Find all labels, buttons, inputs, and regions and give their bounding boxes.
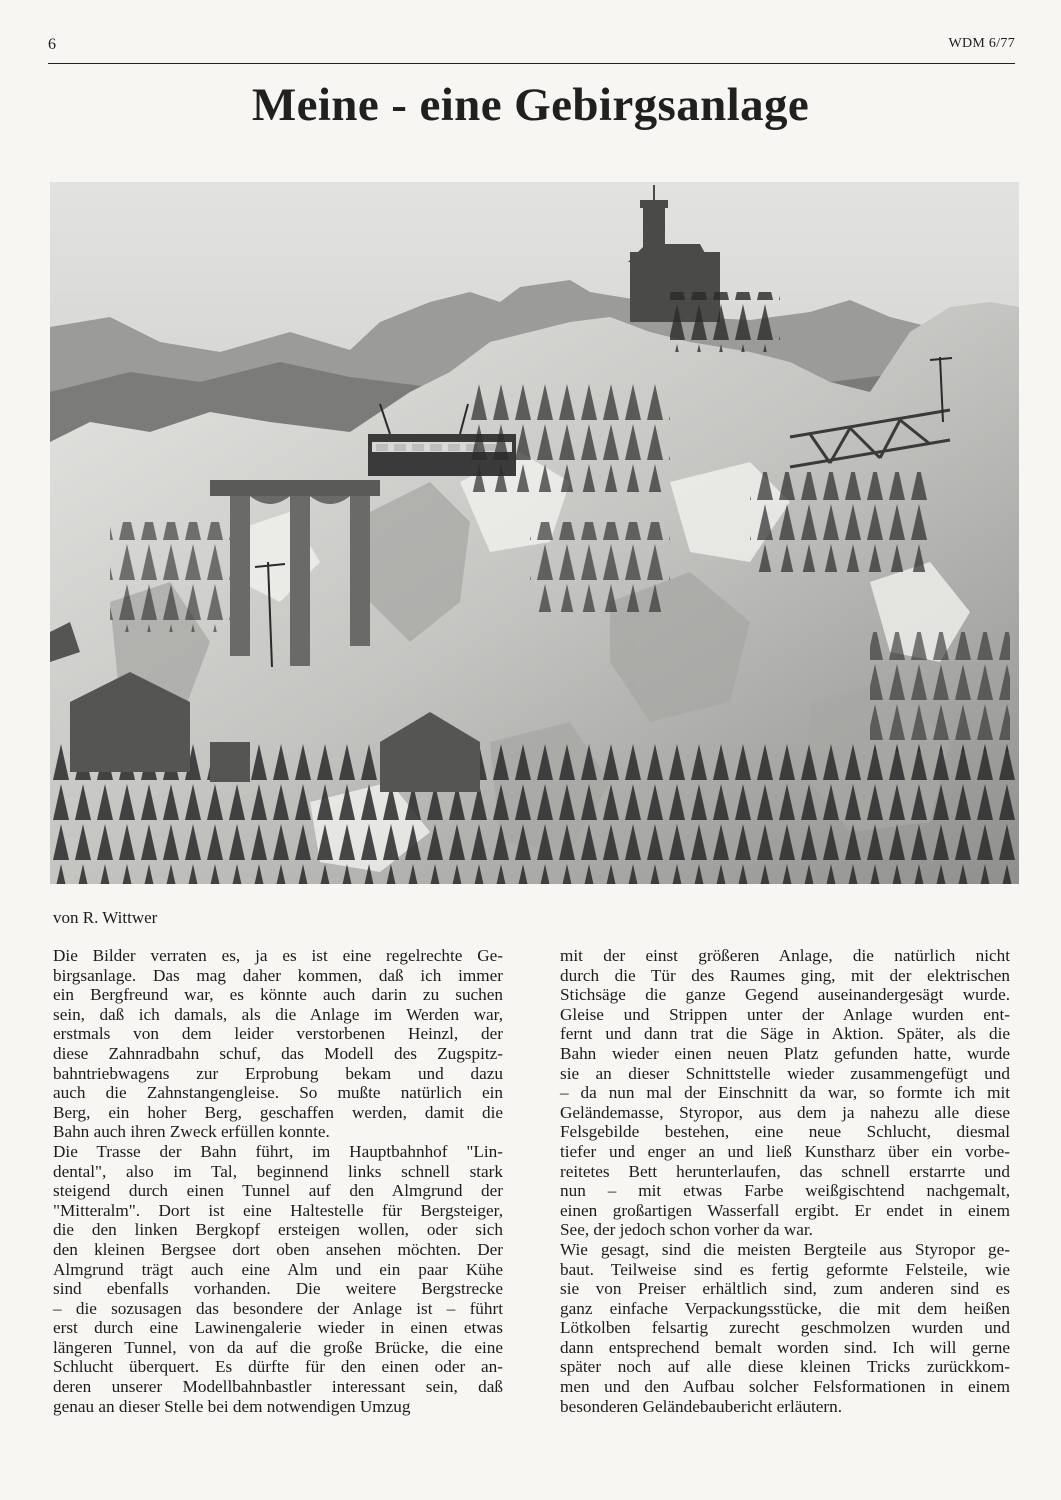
text-line: einen großartigen Wasserfall ergibt. Er endet in einem (560, 1200, 1010, 1220)
text-line: Geländemasse, Styropor, aus dem ja nahezu alle diese (560, 1102, 1010, 1122)
text-line: den kleinen Bergsee dort oben ansehen möchten. Der (53, 1239, 503, 1259)
text-line: diese Zahnradbahn schuf, das Modell des Zugspitz- (53, 1043, 503, 1063)
text-line: deren unserer Modellbahnbastler interessant sein, daß (53, 1377, 503, 1397)
text-line: Felsgebilde bestehen, eine neue Schlucht, diesmal (560, 1122, 1010, 1142)
article-title: Meine - eine Gebirgsanlage (251, 79, 810, 131)
text-line: ein Bergfreund war, es könnte auch darin zu suchen (53, 985, 503, 1005)
text-line: Die Bilder verraten es, ja es ist eine regelrechte Ge- (53, 946, 503, 965)
text-line: steigend durch einen Tunnel auf den Almgrund der (53, 1181, 503, 1201)
text-line: – die sozusagen das besondere der Anlage ist – führt (53, 1298, 503, 1318)
text-line: sie an dieser Schnittstelle wieder zusammengefügt und (560, 1063, 1010, 1083)
text-line: baut. Teilweise sind es fertig geformte Felsteile, wie (560, 1259, 1010, 1279)
text-line: tiefer und enger an und ließ Kunstharz über ein vorbe- (560, 1141, 1010, 1161)
text-line: dann entsprechend bemalt worden sind. Ich will gerne (560, 1337, 1010, 1357)
text-line: fernt und dann trat die Säge in Aktion. Später, als die (560, 1024, 1010, 1044)
text-line: men und den Aufbau solcher Felsformationen in einem (560, 1377, 1010, 1397)
text-line: reitetes Bett herunterlaufen, das schnell erstarrte und (560, 1161, 1010, 1181)
text-column-left (53, 946, 503, 1416)
mountain-layout-illustration (50, 182, 1019, 884)
text-line: genau an dieser Stelle bei dem notwendigen Umzug (53, 1396, 411, 1416)
text-line: See, der jedoch schon vorher da war. (560, 1220, 813, 1240)
text-line: später noch auf alle diese kleinen Tricks zurückkom- (560, 1357, 1010, 1377)
byline: von R. Wittwer (53, 908, 158, 927)
text-line: Almgrund trägt auch eine Alm und ein paar Kühe (53, 1259, 503, 1279)
text-line: Bahn auch ihren Zweck erfüllen konnte. (53, 1122, 330, 1142)
text-line: Gleise und Strippen unter der Anlage wurden ent- (560, 1004, 1010, 1024)
text-line: längeren Tunnel, von da auf die große Brücke, die eine (53, 1337, 503, 1357)
model-railway-photo (50, 182, 1019, 884)
page-number: 6 (48, 36, 56, 53)
text-column-right (560, 946, 1010, 1416)
text-line: sind ebenfalls vorhanden. Die weitere Bergstrecke (53, 1279, 503, 1299)
text-line: Stichsäge die ganze Gegend auseinandergesägt wurde. (560, 985, 1010, 1005)
text-line: mit der einst größeren Anlage, die natürlich nicht (560, 946, 1010, 965)
text-line: Lötkolben felsartig zurecht geschmolzen wurden und (560, 1318, 1010, 1338)
issue-label: WDM 6/77 (948, 36, 1015, 51)
text-line: besonderen Geländebaubericht erläutern. (560, 1396, 843, 1416)
text-line: nun – mit etwas Farbe weißgischtend nachgemalt, (560, 1181, 1010, 1201)
text-line: sein, daß ich damals, als die Anlage im Werden war, (53, 1004, 503, 1024)
text-line: erst durch eine Lawinengalerie wieder in einen etwas (53, 1318, 503, 1338)
text-line: – da nun mal der Einschnitt da war, so formte ich mit (560, 1083, 1010, 1103)
text-line: dental", also im Tal, beginnend links schnell stark (53, 1161, 503, 1181)
text-line: die den linken Bergkopf ersteigen wollen, oder sich (53, 1220, 503, 1240)
text-line: erstmals von dem leider verstorbenen Heinzl, der (53, 1024, 503, 1044)
text-line: Schlucht überquert. Es dürfte für den einen oder an- (53, 1357, 503, 1377)
header-rule (48, 63, 1015, 64)
text-line: Wie gesagt, sind die meisten Bergteile aus Styropor ge- (560, 1239, 1010, 1259)
text-line: bahntriebwagens zur Erprobung bekam und dazu (53, 1063, 503, 1083)
text-line: Bahn wieder einen neuen Platz gefunden hatte, wurde (560, 1043, 1010, 1063)
page-header (48, 36, 1015, 60)
text-line: ganz einfache Verpackungsstücke, die mit dem heißen (560, 1298, 1010, 1318)
text-line: birgsanlage. Das mag daher kommen, daß ich immer (53, 965, 503, 985)
text-line: Berg, ein hoher Berg, geschaffen werden, damit die (53, 1102, 503, 1122)
stone-viaduct (210, 480, 380, 666)
text-line: sie von Preiser erhältlich sind, zum anderen sind es (560, 1279, 1010, 1299)
text-line: auch die Zahnstangengleise. So mußte natürlich ein (53, 1083, 503, 1103)
text-line: "Mitteralm". Dort ist eine Haltestelle für Bergsteiger, (53, 1200, 503, 1220)
text-line: Die Trasse der Bahn führt, im Hauptbahnhof "Lin- (53, 1141, 503, 1161)
text-line: durch die Tür des Raumes ging, mit der elektrischen (560, 965, 1010, 985)
